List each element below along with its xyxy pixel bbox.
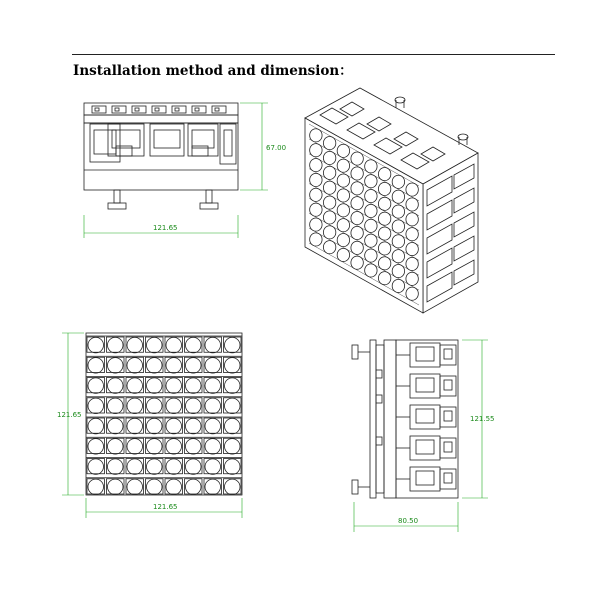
side-connector-latch <box>440 438 456 458</box>
led-lens <box>108 439 124 455</box>
led-lens <box>225 479 241 495</box>
led-lens <box>205 459 221 475</box>
front-top-pin <box>115 108 119 111</box>
front-connector-bay <box>188 124 218 156</box>
led-lens <box>205 439 221 455</box>
front-top-pin <box>95 108 99 111</box>
led-lens <box>108 459 124 475</box>
led-lens <box>108 479 124 495</box>
led-lens <box>205 378 221 394</box>
led-lens <box>88 398 104 414</box>
led-lens <box>127 479 143 495</box>
front-pin-left-shaft <box>114 190 120 203</box>
side-connector-pin <box>444 411 452 421</box>
led-lens <box>108 337 124 353</box>
front-top-pin <box>215 108 219 111</box>
led-lens <box>147 358 163 374</box>
led-lens <box>147 337 163 353</box>
led-lens <box>127 378 143 394</box>
side-connector-inner <box>416 347 434 361</box>
led-lens <box>225 378 241 394</box>
led-lens <box>147 398 163 414</box>
side-connector-pin <box>444 473 452 483</box>
side-view <box>352 340 458 498</box>
isometric-view <box>305 88 478 313</box>
side-connector-pin <box>444 380 452 390</box>
side-pin-top <box>352 345 358 359</box>
led-lens <box>186 337 202 353</box>
side-height-label: 121.55 <box>470 415 495 423</box>
front-connector-inner <box>94 130 116 154</box>
front-pin-right-shaft <box>206 190 212 203</box>
led-lens <box>166 439 182 455</box>
led-lens <box>127 418 143 434</box>
led-lens <box>225 418 241 434</box>
front-width-label: 121.65 <box>153 224 178 232</box>
led-lens <box>166 418 182 434</box>
led-lens <box>127 358 143 374</box>
led-lens <box>166 337 182 353</box>
led-lens <box>205 358 221 374</box>
led-lens <box>88 439 104 455</box>
led-lens <box>225 459 241 475</box>
front-top-pin <box>195 108 199 111</box>
side-connector-pin <box>444 349 452 359</box>
led-lens <box>166 398 182 414</box>
led-lens <box>166 378 182 394</box>
led-lens <box>88 337 104 353</box>
led-lens <box>205 337 221 353</box>
led-lens <box>127 439 143 455</box>
led-lens <box>225 398 241 414</box>
led-lens <box>205 398 221 414</box>
led-lens <box>225 358 241 374</box>
front-body <box>84 123 238 190</box>
front-connector-inner <box>192 130 214 148</box>
led-lens <box>147 459 163 475</box>
led-lens <box>205 479 221 495</box>
front-top-pin <box>135 108 139 111</box>
side-connector-inner <box>416 409 434 423</box>
led-lens <box>127 459 143 475</box>
led-lens <box>186 479 202 495</box>
led-lens <box>225 439 241 455</box>
front-connector-bay <box>108 124 144 156</box>
front-connector-bay <box>150 124 184 156</box>
front-upper-band <box>84 115 238 123</box>
front-top-pin <box>155 108 159 111</box>
side-connector-latch <box>440 376 456 396</box>
side-connector-body <box>396 340 458 498</box>
front-connector-block <box>192 146 208 156</box>
led-lens <box>108 398 124 414</box>
front-view <box>84 103 238 209</box>
side-connector-inner <box>416 378 434 392</box>
led-grid-view <box>86 333 242 495</box>
front-top-pin <box>175 108 179 111</box>
led-lens <box>186 378 202 394</box>
front-connector-inner <box>154 130 180 148</box>
front-connector-block <box>116 146 132 156</box>
led-lens <box>186 439 202 455</box>
side-depth-label: 80.50 <box>398 517 419 525</box>
led-lens <box>205 418 221 434</box>
front-height-label: 67.00 <box>266 144 287 152</box>
led-lens <box>147 479 163 495</box>
led-lens <box>88 378 104 394</box>
led-lens <box>186 358 202 374</box>
front-pin-right-foot <box>200 203 218 209</box>
led-lens <box>186 398 202 414</box>
led-lens <box>88 459 104 475</box>
iso-pin-1 <box>395 97 405 103</box>
side-connector-latch <box>440 407 456 427</box>
led-lens <box>88 479 104 495</box>
led-lens <box>127 337 143 353</box>
led-lens <box>108 378 124 394</box>
grid-width-label: 121.65 <box>153 503 178 511</box>
led-lens <box>147 439 163 455</box>
led-lens <box>186 418 202 434</box>
page-heading: Installation method and dimension： <box>73 63 353 79</box>
grid-height-label: 121.65 <box>57 411 82 419</box>
front-pin-left-foot <box>108 203 126 209</box>
led-lens <box>147 418 163 434</box>
led-lens <box>166 479 182 495</box>
led-lens <box>225 337 241 353</box>
led-lens <box>186 459 202 475</box>
side-connector-inner <box>416 440 434 454</box>
side-left-panel <box>370 340 376 498</box>
led-lens <box>127 398 143 414</box>
led-lens <box>88 358 104 374</box>
led-lens <box>108 418 124 434</box>
side-connector-latch <box>440 345 456 365</box>
led-lens <box>147 378 163 394</box>
led-lens <box>166 459 182 475</box>
led-lens <box>88 418 104 434</box>
led-lens <box>166 358 182 374</box>
side-connector-latch <box>440 469 456 489</box>
led-lens <box>108 358 124 374</box>
side-connector-inner <box>416 471 434 485</box>
side-connector-pin <box>444 442 452 452</box>
front-connector-inner <box>224 130 232 156</box>
side-pin-bottom <box>352 480 358 494</box>
iso-pin-2 <box>458 134 468 140</box>
